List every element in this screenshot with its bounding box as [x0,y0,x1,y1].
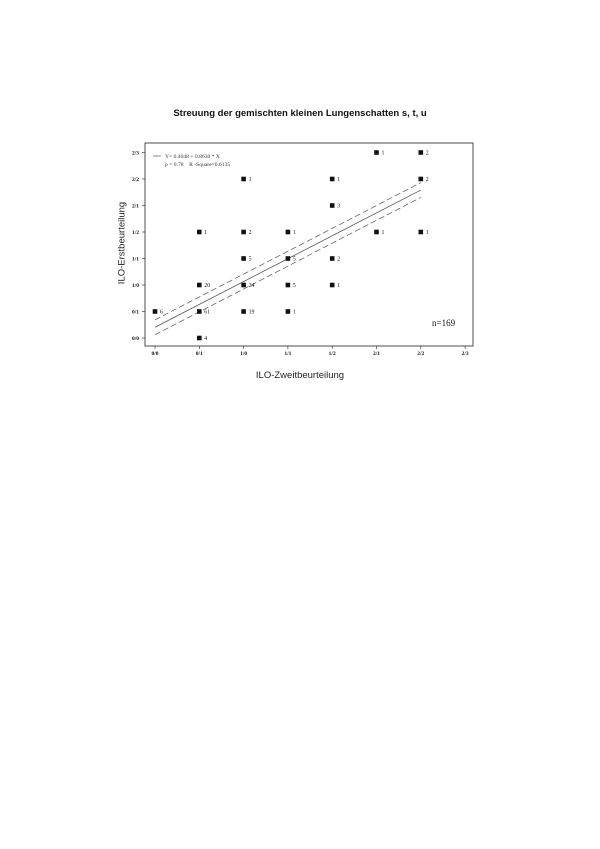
sample-size-label: n=169 [432,318,456,328]
data-point [286,309,291,314]
y-tick-label: 2/2 [131,177,139,183]
data-points [153,150,429,342]
data-point [330,256,335,261]
data-point-label: 1 [337,283,341,290]
data-point-label: 5 [292,283,296,290]
x-tick-label: 1/1 [284,351,292,357]
data-point-label: 1 [381,150,385,157]
data-point [286,256,291,261]
x-tick-label: 0/0 [151,351,159,357]
axis-ticks [132,151,469,358]
x-tick-label: 1/2 [328,351,336,357]
x-tick-label: 2/3 [461,351,469,357]
data-point [330,177,335,182]
data-point [197,283,202,288]
legend-equation: Y= 0.4048 + 0.8630 * X [165,154,220,160]
x-axis-label: ILO-Zweitbeurteilung [255,370,345,381]
data-point-label: 6 [160,309,163,316]
data-point-label: 2 [425,177,429,184]
x-tick-label: 2/2 [417,351,425,357]
data-point-label: 2 [425,150,429,157]
y-tick-label: 2/3 [131,150,139,157]
data-point [197,309,202,314]
data-point-label: 24 [248,283,255,290]
x-tick-label: 1/0 [240,351,248,357]
chart-title: Streuung der gemischten kleinen Lungenschatten s, t, u [173,108,427,119]
data-point [419,150,424,155]
data-point [241,177,246,182]
data-point [419,177,424,182]
data-point [419,230,424,235]
y-tick-label: 1/2 [131,230,139,236]
legend [153,154,230,168]
data-point [286,230,291,235]
y-tick-label: 1/1 [131,256,139,263]
x-tick-label: 2/1 [372,351,381,357]
data-point-label: 2 [248,230,252,237]
x-tick-label: 0/1 [195,351,203,357]
data-point [241,256,246,261]
data-point-label: 2 [337,256,341,263]
data-point [197,230,202,235]
data-point-label: 5 [292,256,296,263]
data-point-label: 20 [204,283,211,290]
data-point [330,283,335,288]
data-point-label: 19 [248,309,255,316]
plot-frame [145,143,473,346]
data-point [374,150,379,155]
data-point [153,309,158,314]
data-point-label: 1 [425,230,429,237]
y-tick-label: 0/0 [131,336,139,342]
data-point-label: 1 [292,309,296,316]
data-point [241,230,246,235]
data-point-label: 1 [292,230,296,237]
legend-stats: p = 0.78 R -Square=0.6135 [165,162,231,168]
y-axis-label: ILO-Erstbeurteilung [116,201,128,285]
confidence-upper [155,183,421,320]
data-point-label: 1 [381,230,385,237]
data-point-label: 4 [204,336,208,343]
data-point-label: 61 [204,309,211,316]
annotation [432,318,456,328]
data-point [286,283,291,288]
data-point-label: 3 [337,203,341,210]
data-point-label: 1 [204,230,208,237]
y-tick-label: 2/1 [131,203,139,210]
data-point [197,336,202,341]
data-point-label: 1 [337,177,341,184]
data-point [330,203,335,208]
data-point-label: 5 [248,256,252,263]
y-tick-label: 0/1 [131,309,139,316]
data-point [241,283,246,288]
plot-border [145,143,473,346]
data-point [241,309,246,314]
data-point-label: 1 [248,177,252,184]
confidence-lower [155,197,421,334]
y-tick-label: 1/0 [131,283,139,289]
data-point [374,230,379,235]
